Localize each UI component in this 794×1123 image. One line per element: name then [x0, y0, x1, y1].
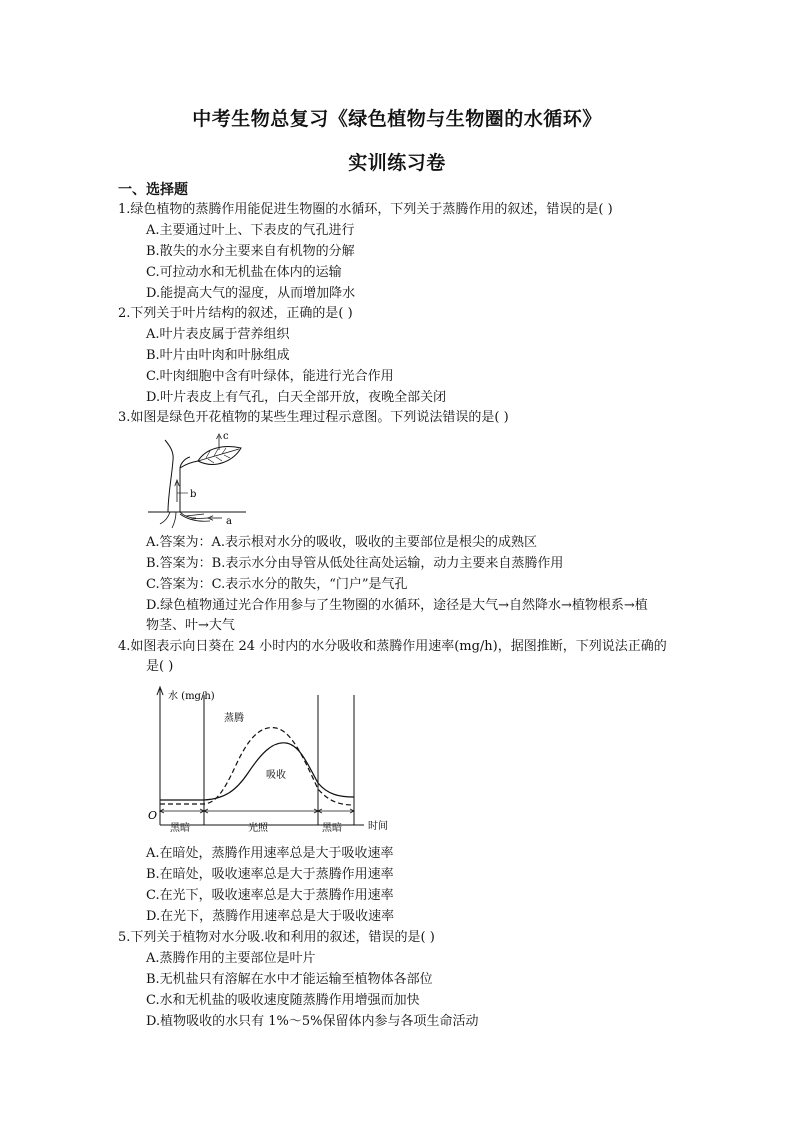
question-3-option-d-continued: 物茎、叶→大气	[146, 618, 235, 633]
chart-period-dark-1: 黑暗	[170, 823, 190, 834]
question-5-option-c: C.水和无机盐的吸收速度随蒸腾作用增强而加快	[146, 993, 420, 1008]
diagram-label-a: a	[226, 516, 232, 527]
chart-period-dark-2: 黑暗	[322, 823, 342, 834]
chart-y-axis-label: 水 (mg/h)	[168, 691, 215, 702]
question-2-option-d: D.叶片表皮上有气孔，白天全部开放，夜晚全部关闭	[146, 390, 447, 405]
question-4-stem: 4.如图表示向日葵在 24 小时内的水分吸收和蒸腾作用速率(mg/h)，据图推断，下列说法正确的	[118, 639, 667, 654]
page-title: 中考生物总复习《绿色植物与生物圈的水循环》	[192, 108, 602, 130]
chart-series-transpiration	[160, 728, 354, 805]
question-4-option-c: C.在光下，吸收速率总是大于蒸腾作用速率	[146, 888, 394, 903]
chart-x-axis-label: 时间	[368, 821, 388, 832]
question-1-stem: 1.绿色植物的蒸腾作用能促进生物圈的水循环，下列关于蒸腾作用的叙述，错误的是( )	[118, 202, 613, 217]
question-4-option-b: B.在暗处，吸收速率总是大于蒸腾作用速率	[146, 867, 394, 882]
question-1-option-c: C.可拉动水和无机盐在体内的运输	[146, 265, 342, 280]
question-3-option-a: A.答案为：A.表示根对水分的吸收，吸收的主要部位是根尖的成熟区	[146, 535, 538, 550]
question-4-option-d: D.在光下，蒸腾作用速率总是大于吸收速率	[146, 909, 395, 924]
question-2-option-b: B.叶片由叶肉和叶脉组成	[146, 348, 290, 363]
question-2-option-c: C.叶肉细胞中含有叶绿体，能进行光合作用	[146, 369, 394, 384]
question-3-option-b: B.答案为：B.表示水分由导管从低处往高处运输，动力主要来自蒸腾作用	[146, 556, 564, 571]
question-3-option-d: D.绿色植物通过光合作用参与了生物圈的水循环，途径是大气→自然降水→植物根系→植	[146, 598, 648, 613]
diagram-label-c: c	[223, 431, 229, 442]
water-rate-chart	[144, 683, 404, 838]
question-3-stem: 3.如图是绿色开花植物的某些生理过程示意图。下列说法错误的是( )	[118, 410, 509, 425]
question-1-option-a: A.主要通过叶上、下表皮的气孔进行	[146, 223, 355, 238]
section-heading: 一、选择题	[118, 182, 188, 198]
chart-series-absorption	[160, 743, 354, 800]
question-1-option-b: B.散失的水分主要来自有机物的分解	[146, 244, 355, 259]
question-5-option-b: B.无机盐只有溶解在水中才能运输至植物体各部位	[146, 972, 433, 987]
question-2-stem: 2.下列关于叶片结构的叙述，正确的是( )	[118, 306, 353, 321]
chart-label-absorption: 吸收	[266, 770, 286, 781]
diagram-label-b: b	[190, 489, 197, 500]
plant-diagram	[146, 430, 256, 530]
chart-origin-label: O	[148, 809, 158, 822]
question-2-option-a: A.叶片表皮属于营养组织	[146, 327, 290, 342]
question-5-option-a: A.蒸腾作用的主要部位是叶片	[146, 951, 316, 966]
chart-label-transpiration: 蒸腾	[224, 713, 244, 724]
page-subtitle: 实训练习卷	[348, 152, 446, 174]
question-4-option-a: A.在暗处，蒸腾作用速率总是大于吸收速率	[146, 846, 394, 861]
question-1-option-d: D.能提高大气的湿度，从而增加降水	[146, 286, 356, 301]
question-3-option-c: C.答案为：C.表示水分的散失，“门户”是气孔	[146, 577, 408, 592]
chart-period-light: 光照	[248, 823, 268, 834]
question-4-stem-continued: 是( )	[146, 659, 174, 674]
question-5-stem: 5.下列关于植物对水分吸.收和利用的叙述，错误的是( )	[118, 930, 435, 945]
question-5-option-d: D.植物吸收的水只有 1%～5%保留体内参与各项生命活动	[146, 1014, 479, 1029]
